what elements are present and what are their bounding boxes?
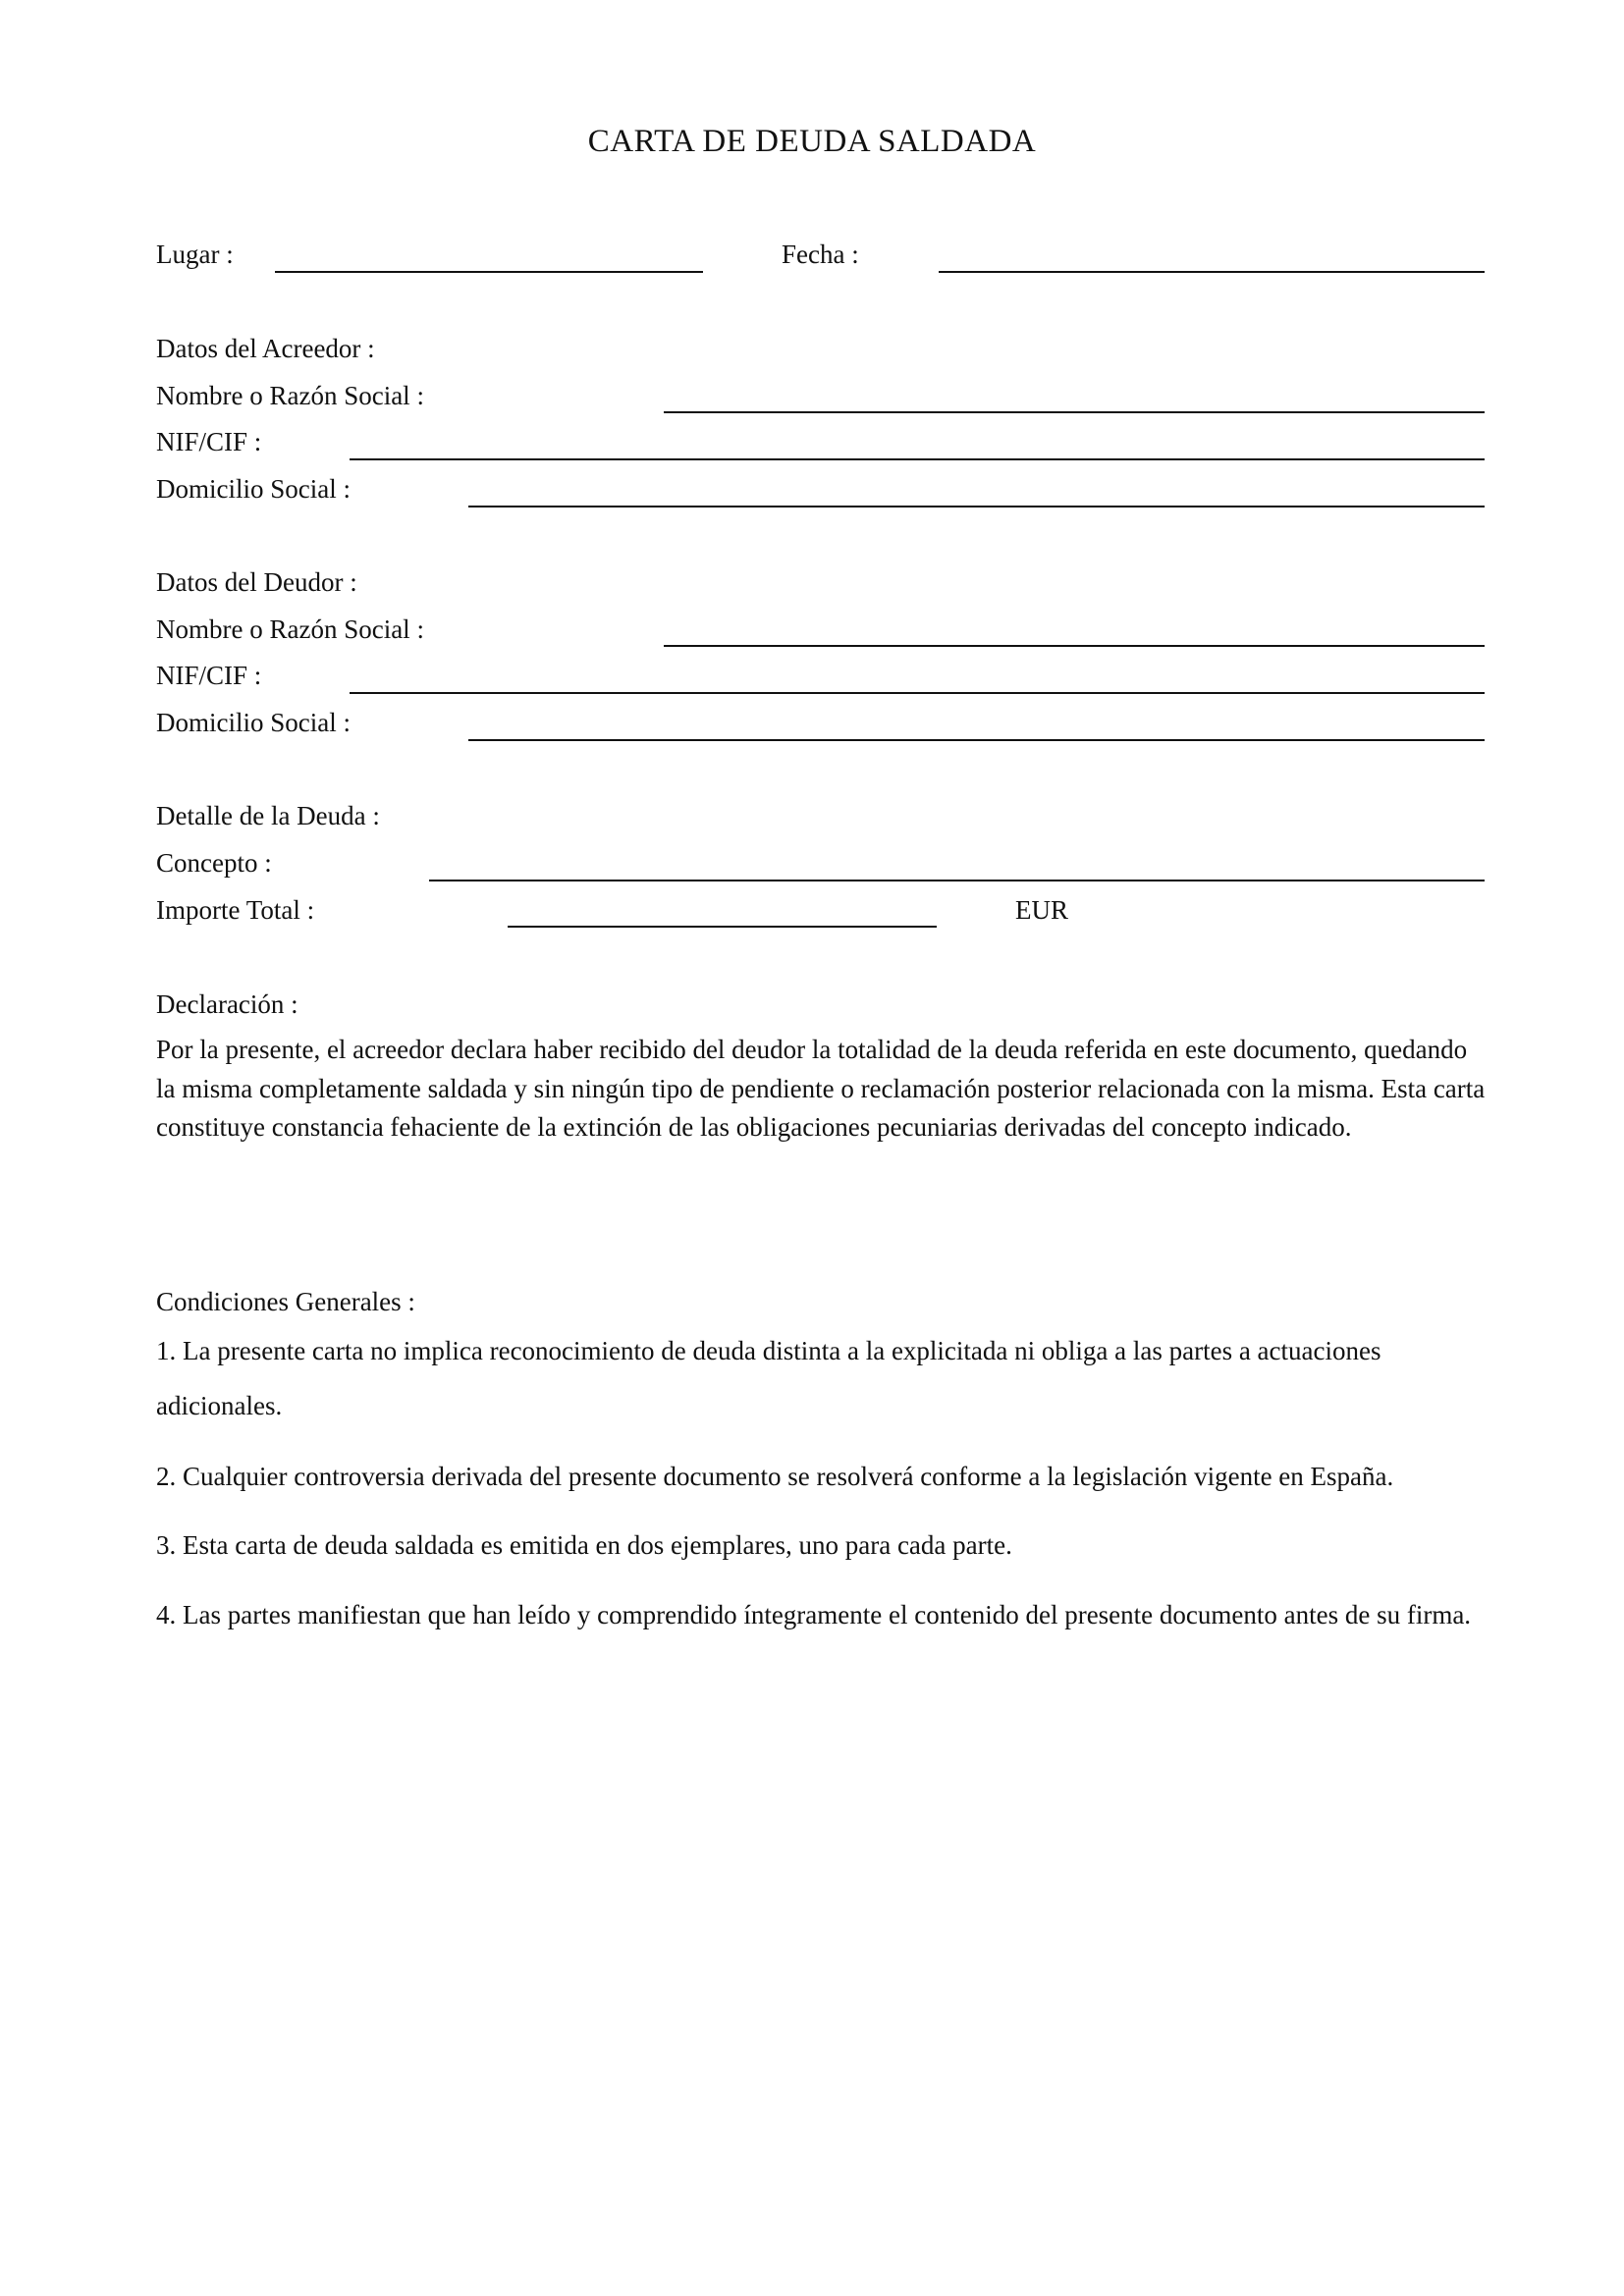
concepto-label: Concepto :: [156, 848, 272, 878]
importe-label: Importe Total :: [156, 895, 315, 925]
deudor-nif-label: NIF/CIF :: [156, 661, 262, 690]
fecha-field[interactable]: [939, 271, 1485, 273]
acreedor-nif-label: NIF/CIF :: [156, 427, 262, 456]
acreedor-nif-field[interactable]: [350, 458, 1485, 460]
deudor-nif-field[interactable]: [350, 692, 1485, 694]
declaracion-text: Por la presente, el acreedor declara haber recibido del deudor la totalidad de la deuda referida en este documento, quedando la misma completamente saldada y sin ningún tipo de pendiente o reclamación posterior relacionada con la misma. Esta carta constituye constancia fehaciente de la extinción de las obligaciones pecuniarias derivadas del concepto indicado.: [156, 1035, 1486, 1142]
deudor-heading: Datos del Deudor :: [156, 567, 357, 597]
acreedor-nombre-label: Nombre o Razón Social :: [156, 381, 424, 410]
concepto-field[interactable]: [429, 880, 1485, 881]
condicion-item-3: 3. Esta carta de deuda saldada es emitida en dos ejemplares, uno para cada parte.: [156, 1530, 1012, 1560]
deuda-heading: Detalle de la Deuda :: [156, 801, 380, 830]
document-title: CARTA DE DEUDA SALDADA: [587, 124, 1037, 159]
deudor-nombre-field[interactable]: [664, 645, 1485, 647]
deudor-nombre-label: Nombre o Razón Social :: [156, 614, 424, 644]
declaracion-heading: Declaración :: [156, 989, 298, 1019]
currency-label: EUR: [1015, 895, 1068, 925]
acreedor-nombre-field[interactable]: [664, 411, 1485, 413]
condiciones-heading: Condiciones Generales :: [156, 1287, 415, 1316]
deudor-domicilio-label: Domicilio Social :: [156, 708, 351, 737]
fecha-label: Fecha :: [782, 240, 859, 269]
condicion-item-4: 4. Las partes manifiestan que han leído y comprendido íntegramente el contenido del presente documento antes de su firma.: [156, 1600, 1472, 1629]
acreedor-heading: Datos del Acreedor :: [156, 334, 375, 363]
acreedor-domicilio-label: Domicilio Social :: [156, 474, 351, 504]
condicion-item-2: 2. Cualquier controversia derivada del presente documento se resolverá conforme a la legislación vigente en España.: [156, 1462, 1394, 1491]
deudor-domicilio-field[interactable]: [468, 739, 1485, 741]
acreedor-domicilio-field[interactable]: [468, 506, 1485, 507]
condicion-item-1: 1. La presente carta no implica reconocimiento de deuda distinta a la explicitada ni obliga a las partes a actuaciones adicionales.: [156, 1336, 1381, 1420]
lugar-field[interactable]: [275, 271, 703, 273]
importe-field[interactable]: [508, 926, 937, 928]
lugar-label: Lugar :: [156, 240, 234, 269]
